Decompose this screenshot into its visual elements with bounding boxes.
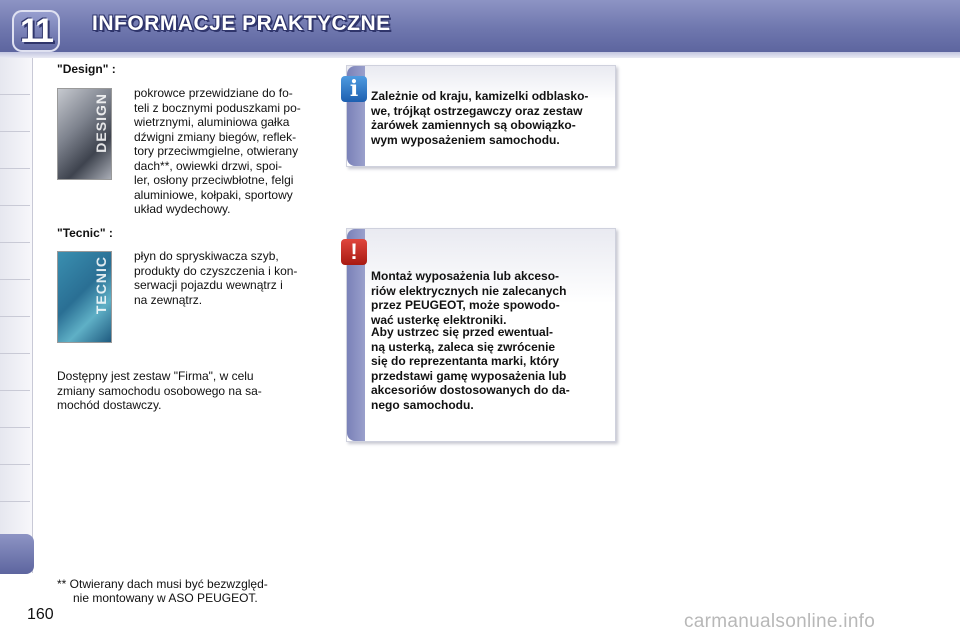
info-box bbox=[346, 65, 616, 167]
chapter-tab bbox=[0, 132, 30, 169]
text-line: zmiany samochodu osobowego na sa- bbox=[57, 383, 262, 398]
tecnic-thumbnail-label: TECNIC bbox=[93, 256, 109, 315]
text-line: ler, osłony przeciwbłotne, felgi bbox=[134, 173, 294, 187]
text-line: Aby ustrzec się przed ewentual- bbox=[371, 325, 554, 339]
chapter-tab bbox=[0, 428, 30, 465]
text-line: serwacji pojazdu wewnątrz i bbox=[134, 278, 283, 292]
warning-box-paragraph-2 bbox=[371, 325, 609, 412]
chapter-tab bbox=[0, 95, 30, 132]
text-line: we, trójkąt ostrzegawczy oraz zestaw bbox=[371, 103, 583, 118]
text-line: mochód dostawczy. bbox=[57, 398, 162, 412]
chapter-title: INFORMACJE PRAKTYCZNE bbox=[92, 12, 391, 35]
footnote bbox=[57, 577, 337, 605]
text-line: nie montowany w ASO PEUGEOT. bbox=[73, 591, 258, 605]
chapter-number: 11 bbox=[20, 12, 52, 50]
text-line: ** Otwierany dach musi być bezwzględ- bbox=[57, 577, 268, 591]
info-box-text bbox=[371, 89, 609, 147]
text-line: produkty do czyszczenia i kon- bbox=[134, 263, 298, 278]
chapter-tab bbox=[0, 280, 30, 317]
text-line: teli z bocznymi poduszkami po- bbox=[134, 100, 301, 115]
text-line: żarówek zamiennych są obowiązko- bbox=[371, 118, 576, 132]
chapter-tab bbox=[0, 169, 30, 206]
text-line: riów elektrycznych nie zalecanych bbox=[371, 283, 567, 298]
chapter-tab bbox=[0, 317, 30, 354]
chapter-tab-active bbox=[0, 534, 34, 574]
text-line: układ wydechowy. bbox=[134, 202, 231, 216]
text-line: pokrowce przewidziane do fo- bbox=[134, 86, 293, 100]
chapter-tab bbox=[0, 354, 30, 391]
text-line: Dostępny jest zestaw "Firma", w celu bbox=[57, 369, 254, 383]
text-line: tory przeciwmgielne, otwierany bbox=[134, 144, 299, 158]
warning-icon: ! bbox=[341, 239, 367, 265]
header-divider bbox=[0, 52, 960, 58]
info-icon: i bbox=[341, 76, 367, 102]
chapter-header bbox=[0, 0, 960, 52]
text-line: na zewnątrz. bbox=[134, 292, 203, 307]
text-line: ną usterką, zaleca się zwrócenie bbox=[371, 339, 556, 354]
watermark: carmanualsonline.info bbox=[684, 611, 876, 632]
warning-box bbox=[346, 228, 616, 442]
text-line: wać usterkę elektroniki. bbox=[371, 312, 507, 327]
text-line: dach**, owiewki drzwi, spoi- bbox=[134, 158, 283, 173]
design-thumbnail-label: DESIGN bbox=[93, 93, 109, 153]
text-line: płyn do spryskiwacza szyb, bbox=[134, 249, 279, 263]
text-line: się do reprezentanta marki, który bbox=[371, 354, 560, 368]
design-description bbox=[134, 86, 326, 217]
warning-box-paragraph-1 bbox=[371, 269, 609, 327]
design-heading: "Design" : bbox=[57, 62, 116, 76]
text-line: wietrznymi, aluminiowa gałka bbox=[134, 115, 290, 129]
text-line: Montaż wyposażenia lub akceso- bbox=[371, 269, 560, 283]
text-line: dźwigni zmiany biegów, reflek- bbox=[134, 129, 297, 144]
firma-paragraph bbox=[57, 369, 326, 413]
text-line: aluminiowe, kołpaki, sportowy bbox=[134, 187, 293, 202]
page-number: 160 bbox=[27, 606, 54, 623]
chapter-tab bbox=[0, 243, 30, 280]
text-line: przedstawi gamę wyposażenia lub bbox=[371, 368, 567, 383]
text-line: nego samochodu. bbox=[371, 397, 474, 412]
chapter-tab-rail bbox=[0, 58, 33, 573]
chapter-tab bbox=[0, 206, 30, 243]
tecnic-thumbnail bbox=[57, 251, 112, 343]
chapter-tab bbox=[0, 465, 30, 502]
text-line: Zależnie od kraju, kamizelki odblasko- bbox=[371, 89, 589, 103]
tecnic-description bbox=[134, 249, 326, 307]
text-line: przez PEUGEOT, może spowodo- bbox=[371, 298, 560, 312]
chapter-tab bbox=[0, 58, 30, 95]
chapter-tab bbox=[0, 391, 30, 428]
design-thumbnail bbox=[57, 88, 112, 180]
text-line: akcesoriów dostosowanych do da- bbox=[371, 383, 570, 397]
text-line: wym wyposażeniem samochodu. bbox=[371, 132, 560, 147]
tecnic-heading: "Tecnic" : bbox=[57, 226, 113, 240]
chapter-badge bbox=[12, 10, 60, 52]
